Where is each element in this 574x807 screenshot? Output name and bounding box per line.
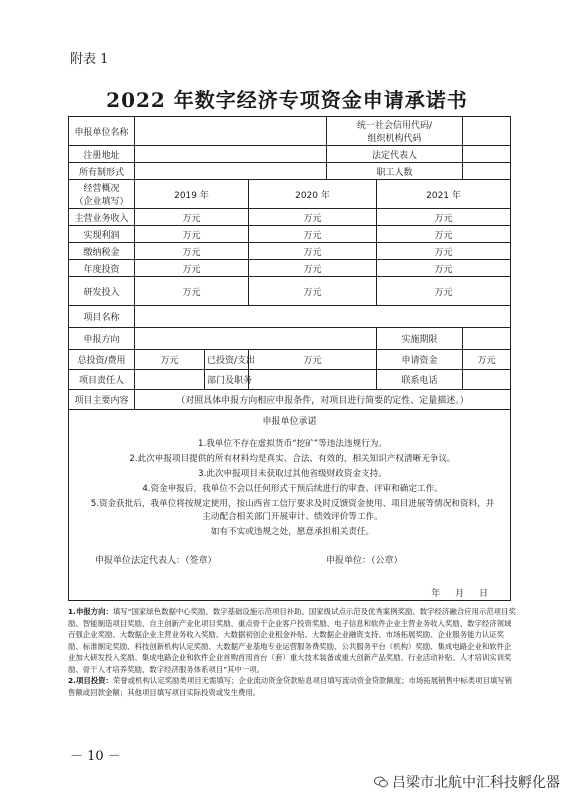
label-period: 实施期限: [377, 328, 463, 350]
invest-2020[interactable]: 万元: [249, 260, 377, 277]
label-dept-title: 部门及职务: [205, 370, 249, 390]
invest-2019[interactable]: 万元: [135, 260, 249, 277]
rd-2020[interactable]: 万元: [249, 277, 377, 306]
rd-2019[interactable]: 万元: [135, 277, 249, 306]
page-title: 2022 年数字经济专项资金申请承诺书: [106, 88, 468, 112]
profit-2019[interactable]: 万元: [135, 226, 249, 243]
field-reg-address[interactable]: [135, 146, 327, 163]
field-direction[interactable]: [135, 328, 377, 350]
label-direction: 申报方向: [69, 328, 135, 350]
label-main-content: 项目主要内容: [69, 390, 135, 410]
page-number: － 10 －: [70, 749, 121, 764]
profit-2020[interactable]: 万元: [249, 226, 377, 243]
label-apply-fund: 申请资金: [377, 350, 463, 370]
year-2021: 2021 年: [377, 180, 511, 209]
field-legal-rep[interactable]: [463, 146, 511, 163]
label-unit-name: 申报单位名称: [69, 117, 135, 146]
application-form: [68, 116, 511, 601]
pledge-item-4: 4.资金申报后，我单位不会以任何形式干预后续进行的审查、评审和确定工作。: [142, 484, 443, 494]
field-dept-title[interactable]: [249, 370, 377, 390]
note-2: 2.项目投资：荣誉或机构认定奖励类项目无需填写；企业流动资金贷款贴息项目填写流动资金贷款额度；市场拓展销售中标类项目填写销售额或回款金额；其他项目填写项目实际投资或发生费用。: [68, 676, 513, 697]
field-total-invest[interactable]: 万元: [135, 350, 205, 370]
label-tax: 缴纳税金: [69, 243, 135, 260]
field-ownership[interactable]: [135, 163, 327, 180]
wechat-icon: [374, 776, 388, 788]
notes-section: [68, 606, 516, 698]
pledge-item-6: 如有不实或违规之处，愿意承担相关责任。: [210, 527, 375, 537]
pledge-date: 年 月 日: [431, 589, 489, 599]
legal-rep-signature[interactable]: 申报单位法定代表人：（签章）: [95, 556, 217, 566]
field-period[interactable]: [463, 328, 511, 350]
label-reg-address: 注册地址: [69, 146, 135, 163]
brand-watermark: [374, 772, 560, 792]
field-project-name[interactable]: [135, 306, 511, 328]
label-employees: 职工人数: [327, 163, 463, 180]
profit-2021[interactable]: 万元: [377, 226, 511, 243]
revenue-2020[interactable]: 万元: [249, 209, 377, 226]
label-rd-invest: 研发投入: [69, 277, 135, 306]
label-project-name: 项目名称: [69, 306, 135, 328]
label-operations: 经营概况 （企业填写）: [69, 180, 135, 209]
label-profit: 实现利润: [69, 226, 135, 243]
revenue-2021[interactable]: 万元: [377, 209, 511, 226]
revenue-2019[interactable]: 万元: [135, 209, 249, 226]
field-main-content[interactable]: （对照具体申报方向相应申报条件，对项目进行简要的定性、定量描述。）: [135, 390, 511, 410]
appendix-label: 附表 1: [70, 52, 109, 67]
field-apply-fund[interactable]: 万元: [463, 350, 511, 370]
field-credit-code[interactable]: [463, 117, 511, 146]
invest-2021[interactable]: 万元: [377, 260, 511, 277]
field-invested[interactable]: 万元: [249, 350, 377, 370]
label-main-revenue: 主营业务收入: [69, 209, 135, 226]
label-project-lead: 项目责任人: [69, 370, 135, 390]
note-1: 1.申报方向：填写“国家绿色数据中心奖励、数字基础设施示范项目补助、国家级试点示范及优秀案例奖励、数字经济融合应用示范项目奖励、智能制造项目奖励、自主创新产业化项目奖励、重点骨干企业客户投资奖励、电子信息和软件企业主营业务收入奖励、数字经济领域百强企业奖励、大数据企业主营业务收入奖励、大数据初创企业租金补贴、大数据企业融资支持、市场拓展奖励、企业服务能力认证奖励、标准制定奖励、科技创新机构认定奖励、大数据产业基地专业运营服务费奖励、公共服务平台（机构）奖励、集成电路企业和软件企业加大研发投入奖励、集成电路企业和软件企业首购首用首台（套）重大技术装备或重大创新产品奖励、行业活动补贴、人才培训实训奖励、骨干人才培养奖励、数字经济服务体系项目”其中一项。: [68, 607, 516, 674]
rd-2021[interactable]: 万元: [377, 277, 511, 306]
pledge-item-3: 3.此次申报项目未获取过其他省级财政资金支持。: [198, 469, 387, 479]
brand-name: 吕梁市北航中汇科技孵化器: [392, 775, 560, 791]
field-project-lead[interactable]: [135, 370, 205, 390]
pledge-item-2: 2.此次申报项目提供的所有材料均是真实、合法、有效的，相关知识产权清晰无争议。: [129, 454, 456, 464]
field-employees[interactable]: [463, 163, 511, 180]
label-annual-invest: 年度投资: [69, 260, 135, 277]
label-total-invest: 总投资/费用: [69, 350, 135, 370]
label-contact: 联系电话: [377, 370, 463, 390]
label-ownership: 所有制形式: [69, 163, 135, 180]
tax-2021[interactable]: 万元: [377, 243, 511, 260]
field-unit-name[interactable]: [135, 117, 327, 146]
pledge-item-5: 5.资金获批后，我单位将按规定使用，按山西省工信厅要求及时反馈资金使用、项目进展等情况和资料，并主动配合相关部门开展审计、绩效评价等工作。: [90, 499, 495, 522]
unit-seal[interactable]: 申报单位：（公章）: [326, 556, 403, 566]
label-credit-code: 统一社会信用代码/ 组织机构代码: [327, 117, 463, 146]
year-2020: 2020 年: [249, 180, 377, 209]
year-2019: 2019 年: [135, 180, 249, 209]
tax-2020[interactable]: 万元: [249, 243, 377, 260]
label-legal-rep: 法定代表人: [327, 146, 463, 163]
pledge-heading: 申报单位承诺: [262, 417, 317, 427]
tax-2019[interactable]: 万元: [135, 243, 249, 260]
pledge-section: [69, 410, 511, 601]
field-contact[interactable]: [463, 370, 511, 390]
pledge-item-1: 1.我单位不存在虚拟货币“挖矿”等违法违规行为。: [198, 439, 387, 449]
label-invested: 已投资/支出: [205, 350, 249, 370]
